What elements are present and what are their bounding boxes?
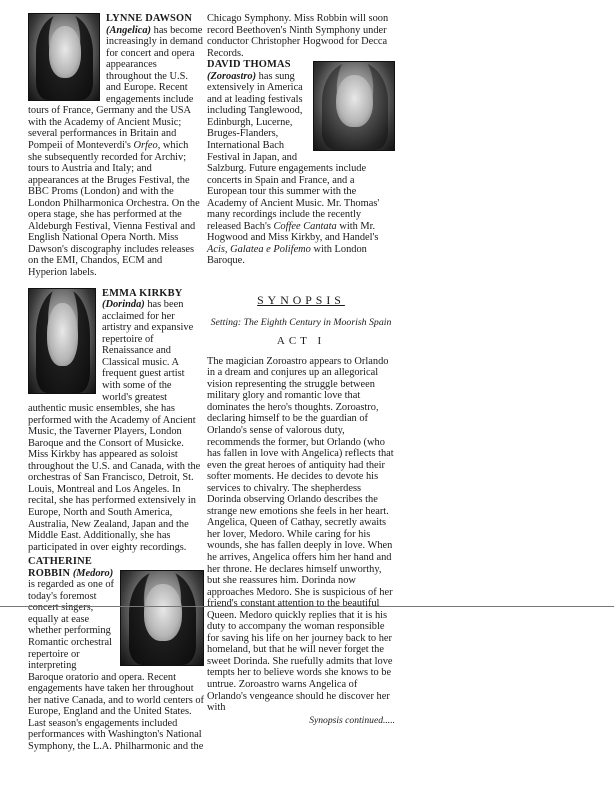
dawson-name: LYNNE DAWSON bbox=[106, 13, 193, 24]
bio-kirkby bbox=[28, 288, 204, 554]
robbin-photo-face bbox=[144, 584, 182, 640]
thomas-role: (Zoroastro) bbox=[207, 70, 257, 82]
thomas-bio-text: has sung extensively in America and at leading festivals including Tanglewood, Edinburgh, Lucerne, Bruges-Flanders, International Bach Festival in Japan, and Salzburg. Future engagements include concerts in Spain and France, and a European tour this summer with the Academy of Ancient Music. Mr. Thomas' many recordings include the recently released Bach's bbox=[207, 70, 380, 232]
kirkby-photo bbox=[28, 288, 96, 394]
synopsis-text: The magician Zoroastro appears to Orlando in a dream and conjures up an allegorical vision representing the struggle between military glory and romantic love that dominates the hero's thoughts. Zoroastro, declaring himself to be the guardian of Orlando's sense of valorous duty, recommends the former, but Orlando (who has fallen in love with Angelica) reflects that even the great heroes of antiquity had their softer moments. He decides to devote his services to chivalry. The shepherdess Dorinda observing Orlando describes the strange new emotions she feels in her heart. Angelica, Queen of Cathay, secretly awaits her lover, Medoro. While caring for his wounds, she has fallen deeply in love. When he arrives, Angelica offers him her hand and her throne. He declares himself unworthy, but she reassures him. Dorinda now approaches Medoro. She is suspicious of her friend's constant attention to the beautiful Queen. Medoro quickly replies that it is his duty to accompany the woman responsible for saving his life on her journey back to her homeland, but that he will never forget the sweet Dorinda. She ruefully admits that love tempts her to believe words she knows to be untrue. Zoroastro warns Angelica of Orlando's vengeance should he discover her with bbox=[207, 355, 394, 714]
kirkby-photo-face bbox=[47, 303, 77, 365]
thomas-work-acis: Acis, Galatea e Polifemo bbox=[207, 243, 311, 255]
dawson-bio-text: has become increasingly in demand for concert and opera appearances throughout the U.S. and Europe. Recent engagements include tours of France, Germany and the USA with the Academy of Ancient Music; several performances in Britain and Pompeii of Monteverdi's bbox=[28, 24, 203, 152]
synopsis-setting: Setting: The Eighth Century in Moorish Spain bbox=[210, 316, 392, 328]
thomas-bio-text-2: with Mr. Hogwood and Miss Kirkby, and Handel's bbox=[207, 220, 379, 244]
thomas-work-coffee-cantata: Coffee Cantata bbox=[273, 220, 337, 232]
robbin-role: (Medoro) bbox=[72, 567, 114, 579]
thomas-photo-face bbox=[336, 75, 373, 128]
bio-robbin bbox=[28, 556, 204, 752]
robbin-bio-text: is regarded as one of today's foremost concert singers, equally at ease whether performing Romantic orchestral repertoire or interpreting Baroque oratorio and opera. Recent engagements have taken her throughout her native Canada, and to world centers of Europe, England and the United States. Last season's engagements included performances with Washington's National Symphony, the L.A. Philharmonic and the bbox=[28, 579, 204, 752]
thomas-photo bbox=[313, 61, 395, 151]
robbin-name-line-1: CATHERINE bbox=[28, 556, 92, 568]
dawson-role: (Angelica) bbox=[106, 24, 152, 36]
synopsis-title: SYNOPSIS bbox=[257, 293, 345, 308]
thomas-name: DAVID THOMAS bbox=[207, 59, 291, 71]
kirkby-name: EMMA KIRKBY bbox=[102, 287, 183, 299]
dawson-photo-face bbox=[49, 26, 81, 78]
synopsis-section bbox=[207, 295, 395, 726]
kirkby-role: (Dorinda) bbox=[102, 299, 145, 311]
robbin-photo bbox=[120, 570, 204, 666]
robbin-bio-continuation: Chicago Symphony. Miss Robbin will soon record Beethoven's Ninth Symphony under conductor Christopher Hogwood for Decca Records. bbox=[207, 13, 389, 59]
dawson-work-orfeo: Orfeo bbox=[133, 140, 158, 152]
kirkby-bio-text: has been acclaimed for her artistry and expansive repertoire of Renaissance and Classical music. A frequent guest artist with some of the world's greatest authentic music ensembles, she has performed with the Academy of Ancient Music, the Taverner Players, London Baroque and the Consort of Musicke. Miss Kirkby has appeared as soloist throughout the U.S. and Canada, with the orchestras of San Francisco, Detroit, St. Louis, Montreal and Los Angeles. In recital, she has performed extensively in Europe, North and South America, Australia, New Zealand, Japan and the Middle East. Additionally, she has participated in over eighty recordings. bbox=[28, 299, 201, 553]
left-column bbox=[28, 13, 204, 752]
dawson-bio-text-2: , which she subsequently recorded for Archiv; tours to Austria and Italy; and appearances at the Bruges Festival, the BBC Proms (London) and with the London Philharmonica Orchestra. On the opera stage, she has performed at the Aldeburgh Festival, Vienna Festival and English National Opera North. Miss Dawson's discography includes releases on the EMI, Chandos, ECM and Hyperion labels. bbox=[28, 140, 200, 279]
thomas-bio-text-3: with London Baroque. bbox=[207, 243, 367, 267]
synopsis-continued: Synopsis continued..... bbox=[309, 714, 395, 726]
act-heading: ACT I bbox=[276, 335, 326, 348]
dawson-photo bbox=[28, 13, 100, 101]
bio-dawson bbox=[28, 13, 204, 279]
robbin-name-line-2: ROBBIN bbox=[28, 567, 71, 579]
bio-thomas bbox=[207, 59, 395, 267]
page-bottom-rule bbox=[0, 606, 614, 607]
right-column bbox=[207, 13, 395, 726]
